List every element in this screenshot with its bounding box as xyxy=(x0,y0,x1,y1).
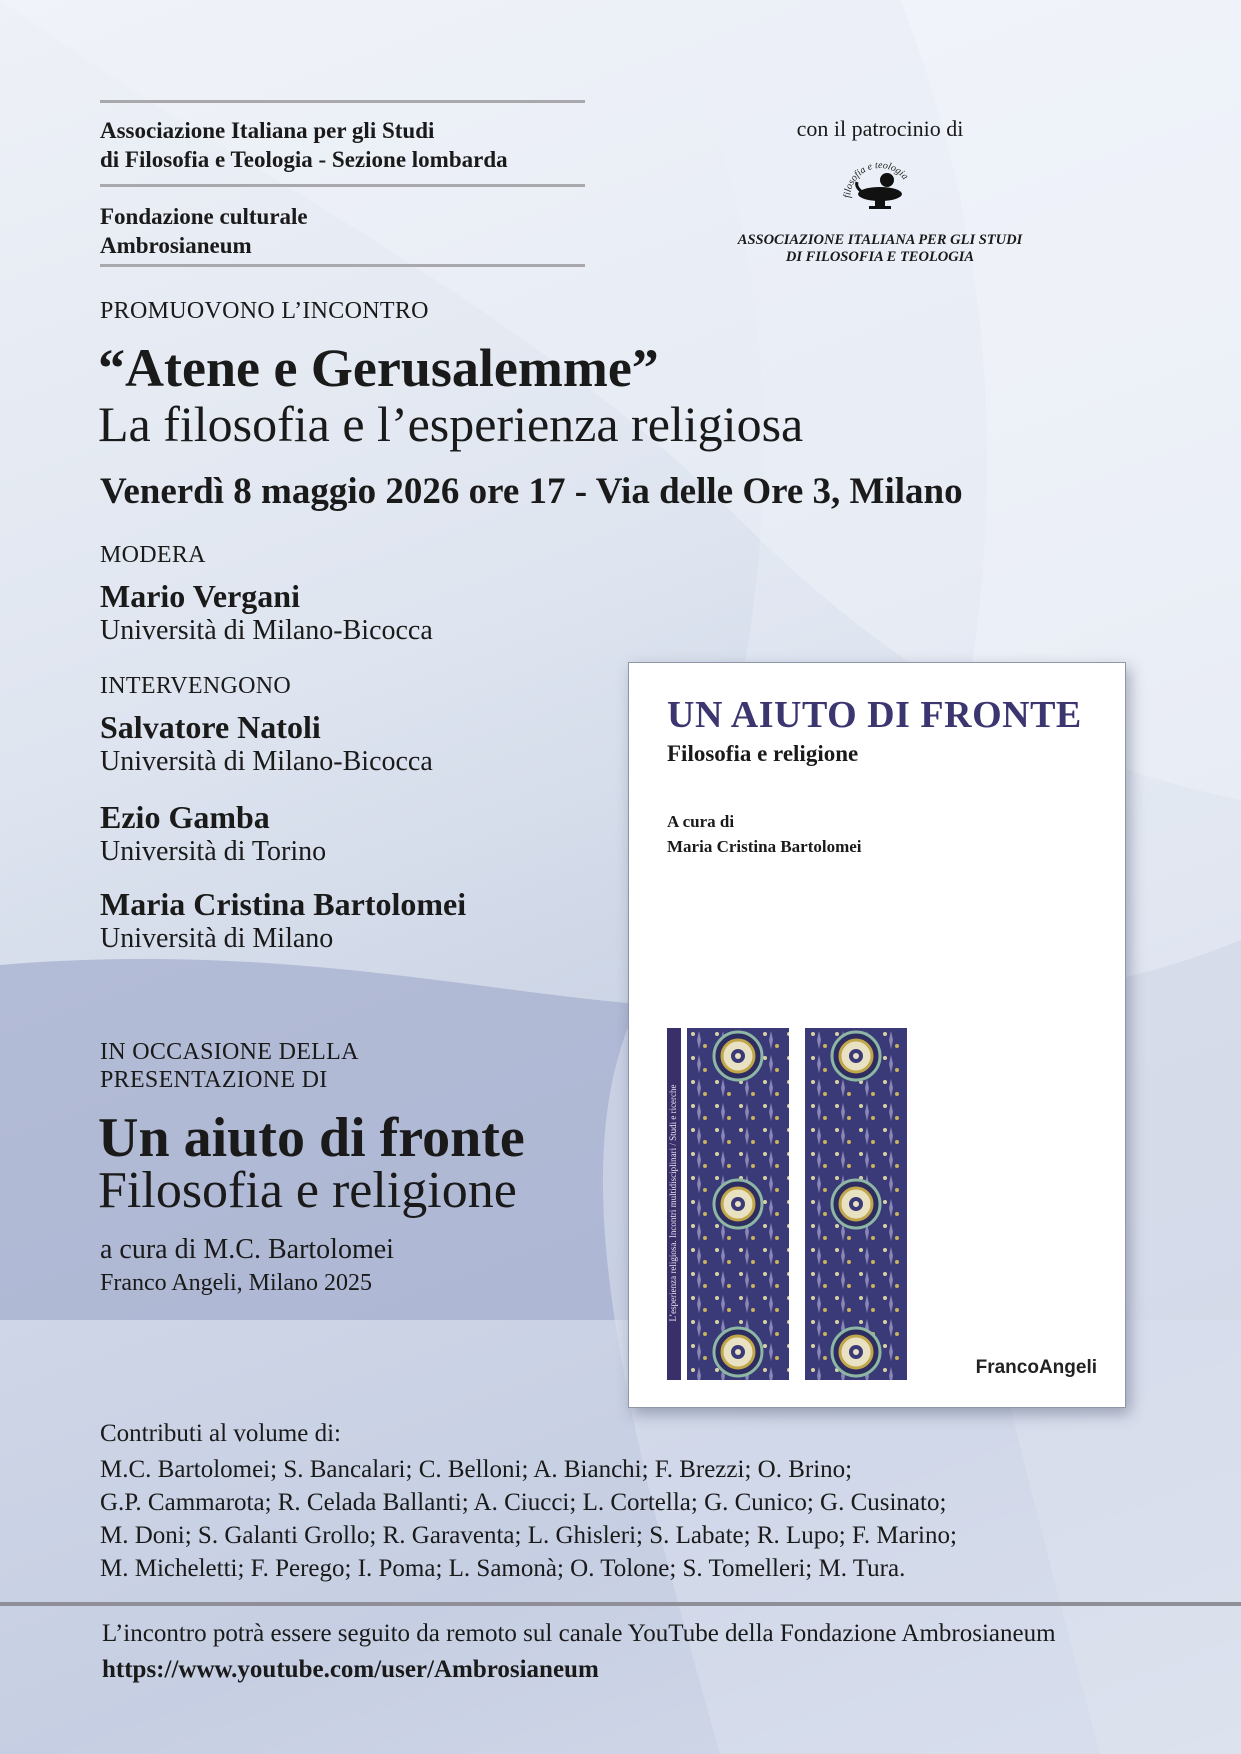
contributors-line: G.P. Cammarota; R. Celada Ballanti; A. Ciucci; L. Cortella; G. Cunico; G. Cusinato; xyxy=(100,1489,947,1516)
contributors-line: M.C. Bartolomei; S. Bancalari; C. Belloni; A. Bianchi; F. Brezzi; O. Brino; xyxy=(100,1456,853,1483)
cover-editor-name: Maria Cristina Bartolomei xyxy=(667,837,862,856)
speaker-name: Ezio Gamba xyxy=(100,799,270,835)
contributors-label: Contributi al volume di: xyxy=(100,1420,341,1447)
event-title: “Atene e Gerusalemme” xyxy=(98,338,659,398)
footer-note: L’incontro potrà essere seguito da remoto sul canale YouTube della Fondazione Ambrosianeum xyxy=(102,1620,1056,1647)
contributors-list xyxy=(100,1453,957,1585)
organizer-1-line-2: di Filosofia e Teologia - Sezione lombarda xyxy=(100,147,508,172)
owl-lamp-icon xyxy=(835,148,925,228)
cover-series-strip xyxy=(667,1028,681,1380)
patronage-block xyxy=(720,116,1040,266)
speakers-label: INTERVENGONO xyxy=(100,673,291,699)
logo-arc-text: filosofia e teologia xyxy=(841,159,911,199)
moderator-affiliation: Università di Milano-Bicocca xyxy=(100,615,433,646)
speaker-name: Salvatore Natoli xyxy=(100,709,321,745)
organizer-2-line-2: Ambrosianeum xyxy=(100,233,252,258)
event-date-place: Venerdì 8 maggio 2026 ore 17 - Via delle Ore 3, Milano xyxy=(100,471,963,512)
cover-subtitle: Filosofia e religione xyxy=(667,741,859,766)
organizer-1-line-1: Associazione Italiana per gli Studi xyxy=(100,118,435,143)
book-subtitle: Filosofia e religione xyxy=(98,1162,517,1219)
contributors-line: M. Doni; S. Galanti Grollo; R. Garaventa; L. Ghisleri; S. Labate; R. Lupo; F. Marino; xyxy=(100,1522,957,1549)
speaker-name: Maria Cristina Bartolomei xyxy=(100,886,467,922)
speaker-affiliation: Università di Milano xyxy=(100,923,334,954)
patronage-org-line-1: ASSOCIAZIONE ITALIANA PER GLI STUDI xyxy=(737,232,1023,248)
contributors-line: M. Micheletti; F. Perego; I. Poma; L. Samonà; O. Tolone; S. Tomelleri; M. Tura. xyxy=(100,1555,906,1582)
moderator-name: Mario Vergani xyxy=(100,578,300,614)
book-title: Un aiuto di fronte xyxy=(98,1107,525,1169)
speaker-affiliation: Università di Torino xyxy=(100,836,327,867)
youtube-link[interactable]: https://www.youtube.com/user/Ambrosianeum xyxy=(102,1656,599,1683)
cover-publisher-logo: FrancoAngeli xyxy=(975,1357,1097,1378)
top-rule xyxy=(100,100,585,103)
patronage-org-line-2: DI FILOSOFIA E TEOLOGIA xyxy=(785,249,975,265)
cover-series-text: L’esperienza religiosa. Incontri multidisciplinari / Studi e ricerche xyxy=(668,1084,678,1322)
cover-title: UN AIUTO DI FRONTE xyxy=(667,694,1082,736)
presentation-label-line-1: IN OCCASIONE DELLA xyxy=(100,1039,359,1065)
footer-rule xyxy=(0,1602,1241,1606)
presentation-label xyxy=(100,1038,359,1094)
book-editor: a cura di M.C. Bartolomei xyxy=(100,1234,394,1265)
event-subtitle: La filosofia e l’esperienza religiosa xyxy=(98,396,804,452)
organizer-1 xyxy=(100,116,508,174)
book-cover xyxy=(628,662,1126,1408)
organizer-2 xyxy=(100,202,308,260)
patronage-org xyxy=(720,232,1040,266)
cover-editor xyxy=(667,809,862,859)
middle-rule xyxy=(100,184,585,187)
book-publisher: Franco Angeli, Milano 2025 xyxy=(100,1270,372,1296)
promote-label: PROMUOVONO L’INCONTRO xyxy=(100,298,429,324)
patronage-logo xyxy=(835,148,925,228)
moderator-label: MODERA xyxy=(100,542,206,568)
presentation-label-line-2: PRESENTAZIONE DI xyxy=(100,1067,328,1093)
patronage-label: con il patrocinio di xyxy=(796,116,964,141)
bottom-rule xyxy=(100,264,585,267)
cover-mosaic xyxy=(687,1028,1007,1380)
organizer-2-line-1: Fondazione culturale xyxy=(100,204,308,229)
speaker-affiliation: Università di Milano-Bicocca xyxy=(100,746,433,777)
cover-editor-label: A cura di xyxy=(667,812,735,831)
